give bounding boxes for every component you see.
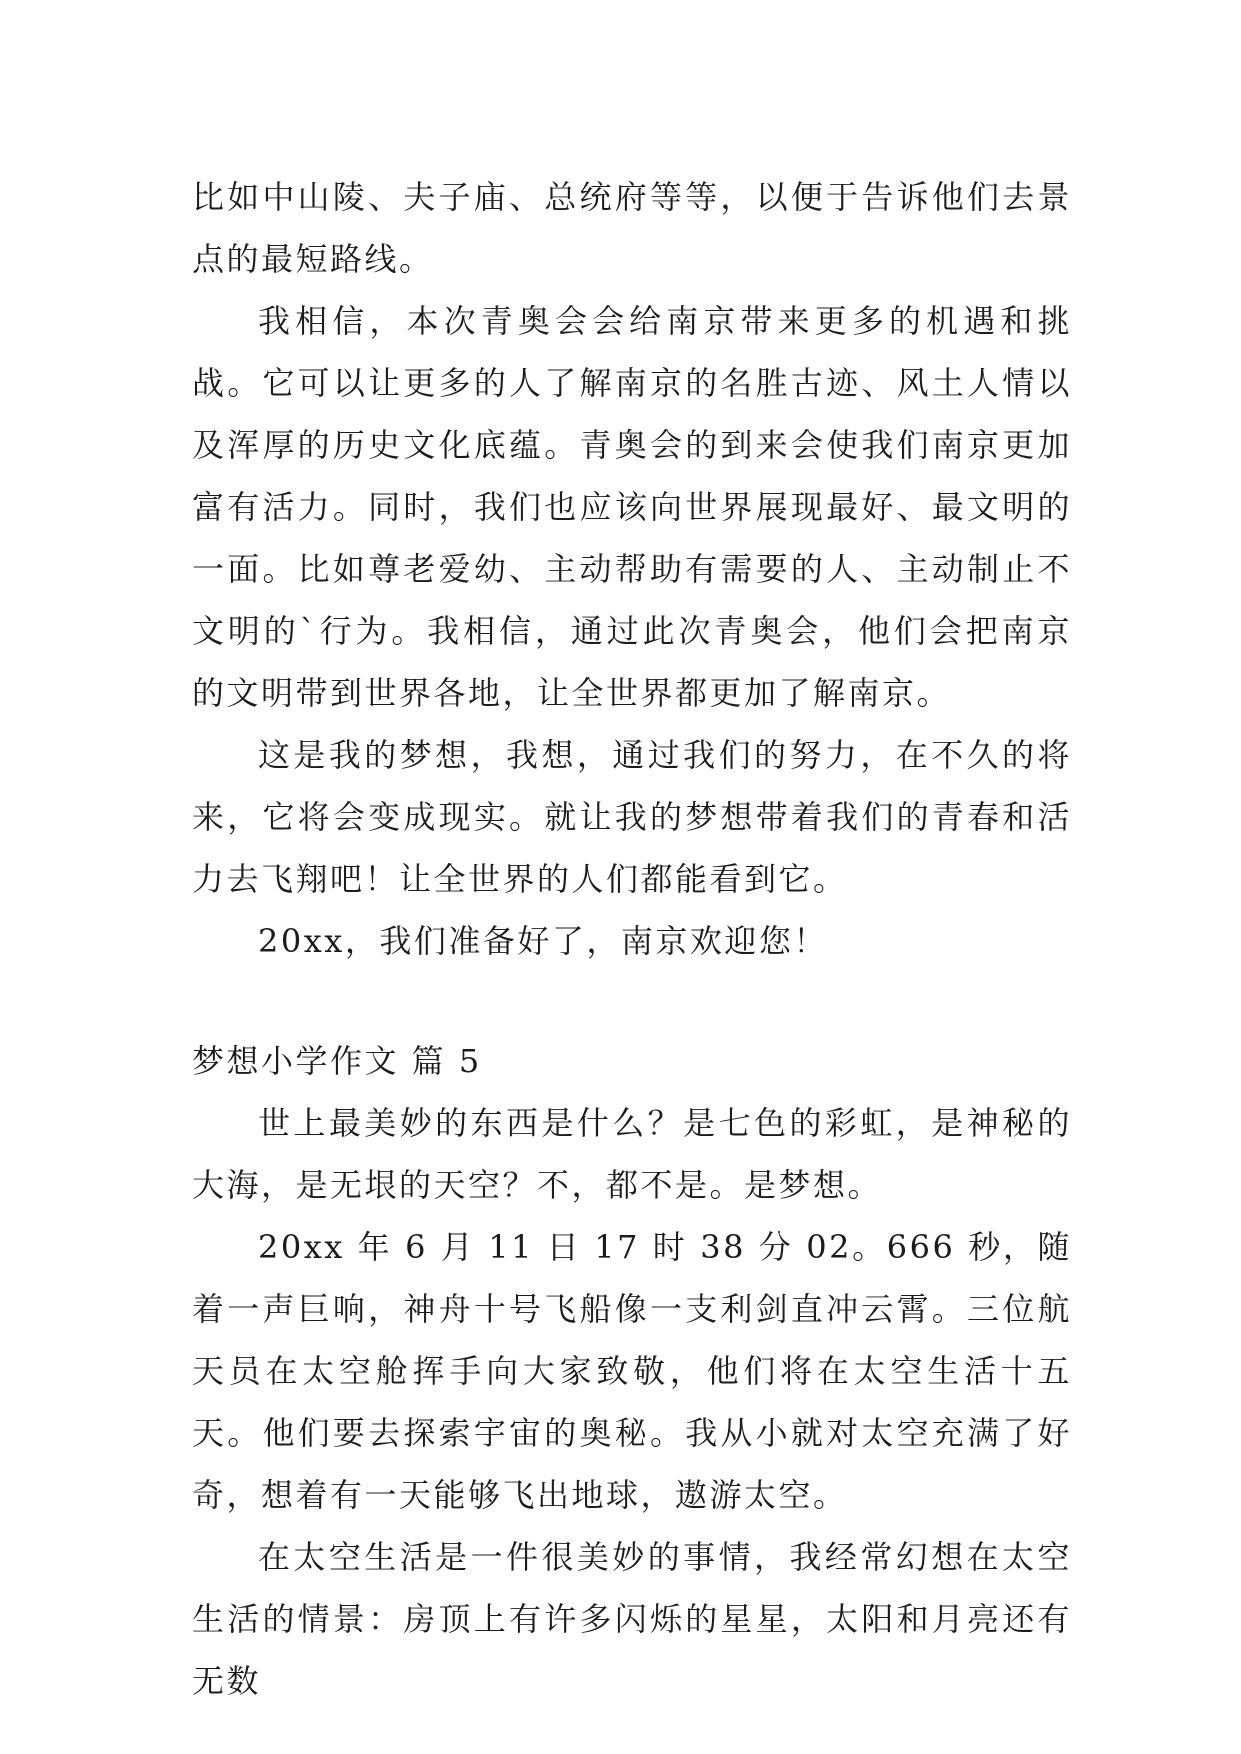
paragraph: 我相信，本次青奥会会给南京带来更多的机遇和挑战。它可以让更多的人了解南京的名胜古迹、风土人情以及浑厚的历史文化底蕴。青奥会的到来会使我们南京更加富有活力。同时，我们也应该向世界展现最好、最文明的一面。比如尊老爱幼、主动帮助有需要的人、主动制止不文明的`行为。我相信，通过此次青奥会，他们会把南京的文明带到世界各地，让全世界都更加了解南京。 bbox=[192, 302, 1072, 712]
paragraph: 世上最美妙的东西是什么？是七色的彩虹，是神秘的大海，是无垠的天空？不，都不是。是梦想。 bbox=[192, 1104, 1072, 1204]
paragraph: 这是我的梦想，我想，通过我们的努力，在不久的将来，它将会变成现实。就让我的梦想带着我们的青春和活力去飞翔吧！让全世界的人们都能看到它。 bbox=[192, 736, 1072, 898]
section-heading: 梦想小学作文 篇 5 bbox=[192, 1042, 482, 1080]
paragraph-continued: 比如中山陵、夫子庙、总统府等等，以便于告诉他们去景点的最短路线。 bbox=[192, 178, 1072, 278]
paragraph: 20xx，我们准备好了，南京欢迎您！ bbox=[258, 922, 828, 960]
document-body bbox=[192, 166, 1072, 1712]
paragraph: 在太空生活是一件很美妙的事情，我经常幻想在太空生活的情景：房顶上有许多闪烁的星星，太阳和月亮还有无数 bbox=[192, 1538, 1072, 1700]
paragraph: 20xx 年 6 月 11 日 17 时 38 分 02。666 秒，随着一声巨响，神舟十号飞船像一支利剑直冲云霄。三位航天员在太空舱挥手向大家致敬，他们将在太空生活十五天。他们要去探索宇宙的奥秘。我从小就对太空充满了好奇，想着有一天能够飞出地球，遨游太空。 bbox=[192, 1228, 1072, 1514]
